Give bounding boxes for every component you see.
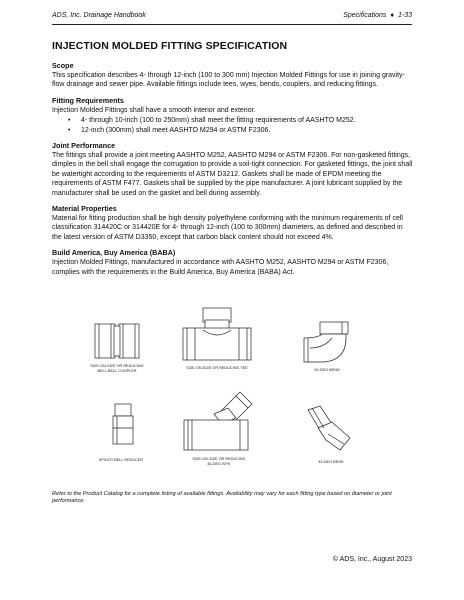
fitting-body: Injection Molded Fittings shall have a smooth interior and exterior. [52, 106, 256, 114]
page-number: 1-33 [397, 12, 412, 19]
bend45-drawing [306, 404, 354, 452]
list-item: • 12-inch (300mm) shall meet AASHTO M294 or ASTM F2306. [68, 126, 414, 135]
coupler-figure [93, 322, 141, 360]
fitting-heading: Fitting Requirements [52, 95, 124, 105]
coupler-caption-1: SIZE-ON-SIZE OR REDUCING [90, 364, 144, 368]
bend45-caption-1: 45-DEG BEND [318, 460, 344, 464]
material-body: Material for fitting production shall be high density polyethylene conforming with the minimum requirements of cell classification 314420C or 314420E for 4- through 12-inch (100 to 300mm) diameters, as defined and described in the latest version of ASTM D3350, except that carbon black content should not exceed 4%. [52, 215, 403, 241]
wye-caption-1: SIZE-ON-SIZE OR REDUCING [192, 457, 246, 461]
copyright: © ADS, Inc., August 2023 [332, 556, 412, 563]
bend90-figure [302, 320, 352, 364]
bend45-caption [294, 460, 368, 465]
joint-body: The fittings shall provide a joint meeting AASHTO M252, AASHTO M294 or ASTM F2306. For non-gasketed fittings, dimples in the bell shall engage the corrugation to provide a soil-tight connection. For gasketed fittings, the joint shall be watertight according to the requirements of ASTM D3212. Gaskets shall be made of EPDM meeting the requirements of ASTM F477. Gaskets shall be supplied by the pipe manufacturer. A joint lubricant supplied by the manufacturer shall be used on the gasket and bell during assembly. [52, 152, 413, 197]
wye-drawing [182, 390, 256, 452]
page-title: INJECTION MOLDED FITTING SPECIFICATION [52, 40, 288, 52]
bend90-caption [290, 368, 364, 373]
bend90-caption-1: 90-DEG BEND [314, 368, 340, 372]
tee-figure [181, 306, 253, 362]
bend90-drawing [302, 320, 352, 364]
section-page-ref [339, 12, 412, 19]
wye-caption-2: 45-DEG WYE [207, 461, 231, 466]
bend45-figure [306, 404, 354, 452]
reducer-figure [107, 402, 135, 446]
material-heading: Material Properties [52, 204, 117, 214]
list-item: • 4- through 10-inch (100 to 250mm) shall meet the fitting requirements of AASHTO M252. [68, 116, 414, 125]
tee-caption-1: SIZE-ON-SIZE OR REDUCING TEE [186, 366, 248, 370]
handbook-title: ADS, Inc. Drainage Handbook [52, 12, 146, 19]
section-name: Specifications [343, 12, 387, 19]
footnote: Refer to the Product Catalog for a complete listing of available fittings. Availability may vary for each fitting type based on diameter or joint performance. [52, 491, 392, 505]
coupler-caption [72, 364, 162, 373]
scope-heading: Scope [52, 61, 74, 70]
diamond-bullet: ♦ [390, 12, 394, 19]
reducer-caption-1: SPIGOT-BELL REDUCER [98, 458, 144, 462]
wye-caption [174, 457, 264, 466]
baba-body: Injection Molded Fittings, manufactured in accordance with AASHTO M252, AASHTO M294 or ASTM F2306, complies with the requirements in the Build America, Buy America (BABA) Act. [52, 259, 389, 276]
joint-heading: Joint Performance [52, 141, 116, 151]
page-header [52, 12, 412, 24]
spec-content [52, 40, 414, 277]
fitting-bullets [68, 116, 414, 135]
baba-heading: Build America, Buy America (BABA) [52, 248, 176, 258]
scope-body: This specification describes 4- through 12-inch (100 to 300 mm) Injection Molded Fittings for use in joining gravity-flow drainage and sewer pipe. Available fittings include tees, wyes, bends, couplers, and reducing fittings. [52, 72, 405, 89]
tee-caption [172, 366, 262, 371]
wye-figure [182, 390, 256, 452]
coupler-caption-2: BELL-BELL COUPLER [97, 368, 137, 373]
coupler-drawing [93, 322, 141, 360]
reducer-drawing [107, 402, 135, 446]
header-rule [52, 24, 412, 25]
tee-drawing [181, 306, 253, 362]
reducer-caption [76, 458, 166, 463]
